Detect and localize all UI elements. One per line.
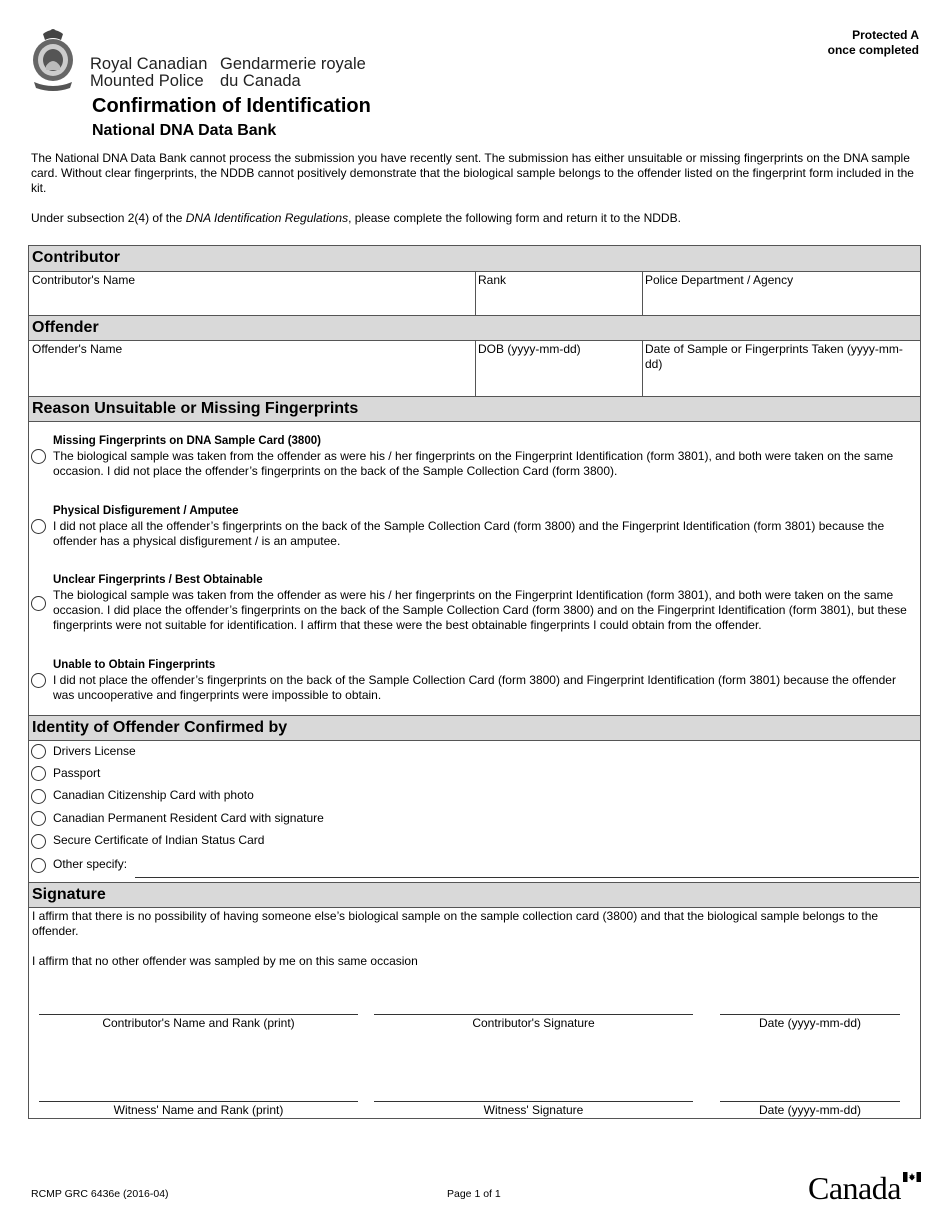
sample-date-label: Date of Sample or Fingerprints Taken (yyyy-mm-dd) [645, 342, 903, 371]
contributor-name-label: Contributor's Name [32, 273, 135, 287]
sample-date-field[interactable] [642, 340, 920, 397]
intro-paragraph-1: The National DNA Data Bank cannot process the submission you have recently sent. The submission has either unsuitable or missing fingerprints on the DNA sample card. Without clear fingerprints, the NDDB cannot positively demonstrate that the biological sample belongs to the offender listed on the fingerprint form included in the kit. [31, 151, 914, 195]
affirmation-1: I affirm that there is no possibility of having someone else’s biological sample on the sample collection card (3800) and that the biological sample belongs to the offender. [32, 909, 879, 938]
contributor-name-caption: Contributor's Name and Rank (print) [102, 1016, 295, 1030]
reason-disfigurement-radio[interactable] [31, 519, 46, 534]
contributor-rank-field[interactable] [475, 271, 643, 316]
contributor-signature-caption: Contributor's Signature [472, 1016, 595, 1030]
offender-name-field[interactable] [29, 340, 476, 397]
affirmation-2: I affirm that no other offender was sampled by me on this same occasion [32, 954, 418, 968]
witness-name-caption: Witness' Name and Rank (print) [113, 1103, 284, 1117]
section-offender: Offender [29, 315, 920, 341]
contributor-rank-label: Rank [478, 273, 507, 287]
contributor-signature-line[interactable] [374, 1014, 693, 1015]
contributor-date-caption: Date (yyyy-mm-dd) [758, 1016, 861, 1030]
witness-signature-caption: Witness' Signature [483, 1103, 584, 1117]
form-number: RCMP GRC 6436e (2016-04) [31, 1188, 169, 1200]
witness-date-caption: Date (yyyy-mm-dd) [758, 1103, 861, 1117]
offender-dob-field[interactable] [475, 340, 643, 397]
witness-signature-line[interactable] [374, 1101, 693, 1102]
protected-notice: Protected A once completed [827, 28, 919, 57]
section-reasons: Reason Unsuitable or Missing Fingerprints [29, 396, 920, 422]
contributor-date-line[interactable] [720, 1014, 900, 1015]
contributor-agency-field[interactable] [642, 271, 920, 316]
contributor-name-field[interactable] [29, 271, 476, 316]
reason-unclear-fingerprints: Unclear Fingerprints / Best Obtainable The biological sample was taken from the offender as were his / her fingerprints on the Fingerprint Identification (form 3801), and both were taken on the same occasion. I did place the offender’s fingerprints on the back of the Sample Collection Card (form 3800) and on the Fingerprint Identification (form 3801), but these fingerprints were not suitable for identification. I affirm that these were the best obtainable fingerprints I could obtain from the offender. [53, 574, 907, 632]
org-name-french: Gendarmerie royale du Canada [220, 55, 366, 90]
rcmp-crest-icon [26, 26, 80, 92]
id-indian-status-radio[interactable] [31, 834, 46, 849]
witness-name-line[interactable] [39, 1101, 358, 1102]
id-drivers-license-radio[interactable] [31, 744, 46, 759]
id-indian-status-label: Secure Certificate of Indian Status Card [53, 833, 265, 847]
contributor-name-line[interactable] [39, 1014, 358, 1015]
intro-text [31, 151, 916, 241]
page-title: Confirmation of Identification [92, 95, 371, 117]
reason-missing-radio[interactable] [31, 449, 46, 464]
canada-flag-icon [903, 1172, 921, 1182]
id-permanent-resident-radio[interactable] [31, 811, 46, 826]
reason-unable-to-obtain: Unable to Obtain Fingerprints I did not place the offender’s fingerprints on the back of the Sample Collection Card (form 3800) and Fingerprint Identification (form 3801) because the offender was uncooperative and fingerprints were impossible to obtain. [53, 659, 896, 702]
reason-unable-radio[interactable] [31, 673, 46, 688]
reason-missing-fingerprints: Missing Fingerprints on DNA Sample Card (3800) The biological sample was taken from the offender as were his / her fingerprints on the Fingerprint Identification (form 3801), and both were taken on the same occasion. I did not place the offender’s fingerprints on the back of the Sample Collection Card (form 3800). [53, 435, 894, 478]
id-citizenship-radio[interactable] [31, 789, 46, 804]
id-passport-label: Passport [53, 766, 101, 780]
id-other-specify-input[interactable] [135, 877, 919, 878]
identification-form [28, 245, 921, 1119]
page-subtitle: National DNA Data Bank [92, 122, 277, 139]
section-contributor: Contributor [29, 246, 920, 272]
reason-physical-disfigurement: Physical Disfigurement / Amputee I did not place all the offender’s fingerprints on the back of the Sample Collection Card (form 3800) and the Fingerprint Identification (form 3801) because the offender has a physical disfigurement / is an amputee. [53, 505, 885, 548]
contributor-agency-label: Police Department / Agency [645, 273, 794, 287]
intro-paragraph-2: Under subsection 2(4) of the DNA Identification Regulations, please complete the following form and return it to the NDDB. [31, 211, 681, 225]
id-other-label: Other specify: [53, 857, 128, 871]
page-number: Page 1 of 1 [447, 1188, 501, 1200]
id-other-radio[interactable] [31, 858, 46, 873]
id-drivers-license-label: Drivers License [53, 744, 136, 758]
id-citizenship-label: Canadian Citizenship Card with photo [53, 788, 254, 802]
reason-unclear-radio[interactable] [31, 596, 46, 611]
signature-affirmations [32, 909, 912, 984]
section-identity: Identity of Offender Confirmed by [29, 715, 920, 741]
id-permanent-resident-label: Canadian Permanent Resident Card with signature [53, 811, 324, 825]
offender-dob-label: DOB (yyyy-mm-dd) [478, 342, 581, 356]
canada-wordmark: Canada [808, 1170, 901, 1206]
org-name-english: Royal Canadian Mounted Police [90, 55, 208, 90]
section-signature: Signature [29, 882, 920, 908]
offender-name-label: Offender's Name [32, 342, 123, 356]
id-passport-radio[interactable] [31, 766, 46, 781]
witness-date-line[interactable] [720, 1101, 900, 1102]
